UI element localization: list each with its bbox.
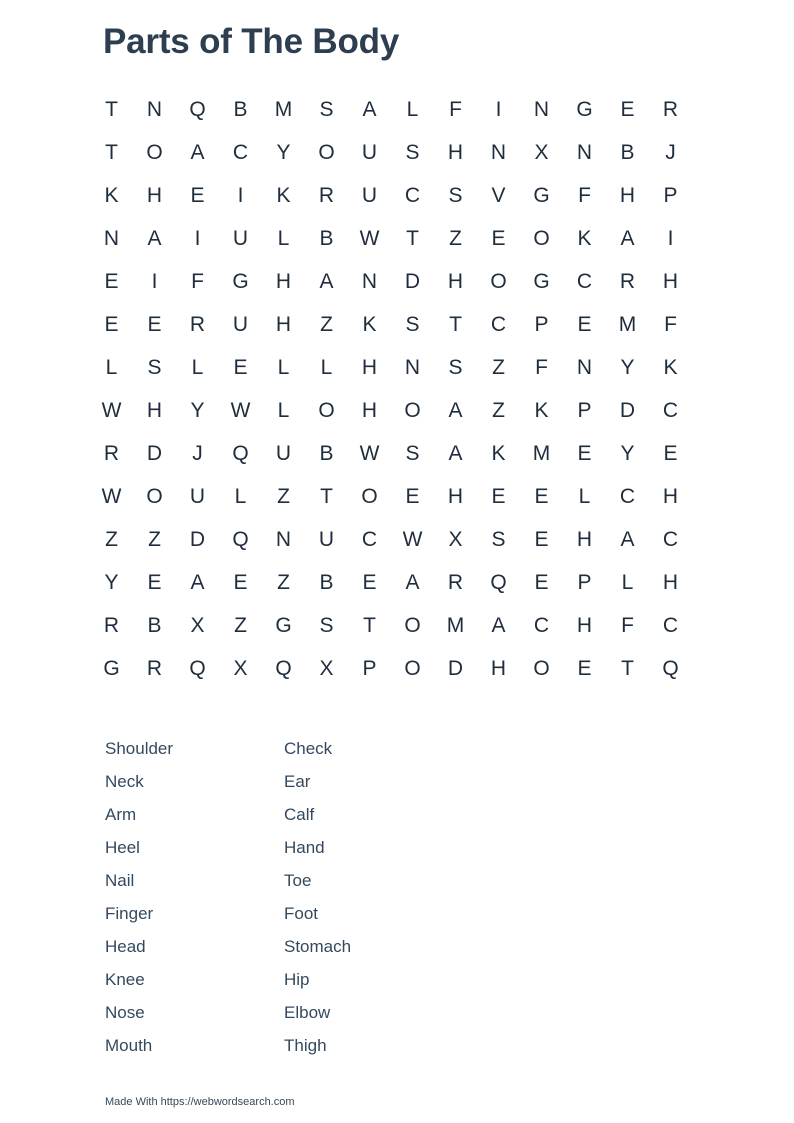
grid-cell: Y <box>190 399 205 422</box>
grid-cell: E <box>147 313 162 336</box>
grid-cell: T <box>363 614 376 637</box>
grid-cell: E <box>190 184 205 207</box>
grid-cell: K <box>104 184 119 207</box>
grid-cell: A <box>405 571 420 594</box>
grid-cell: Z <box>320 313 333 336</box>
grid-cell: G <box>103 657 120 680</box>
grid-cell: H <box>146 184 163 207</box>
word-list-item: Head <box>105 937 146 956</box>
grid-cell: F <box>535 356 548 379</box>
grid-cell: D <box>146 442 163 465</box>
grid-cell: N <box>576 356 593 379</box>
grid-cell: T <box>406 227 419 250</box>
grid-row <box>90 174 692 217</box>
footer-credit: Made With https://webwordsearch.com <box>105 1096 295 1108</box>
grid-cell: B <box>620 141 635 164</box>
grid-cell: E <box>663 442 678 465</box>
grid-cell: E <box>620 98 635 121</box>
grid-cell: R <box>318 184 335 207</box>
word-list-item: Neck <box>105 772 144 791</box>
grid-cell: B <box>319 227 334 250</box>
grid-cell: F <box>621 614 634 637</box>
grid-cell: Q <box>232 528 249 551</box>
grid-cell: G <box>533 270 550 293</box>
grid-cell: P <box>534 313 549 336</box>
grid-cell: T <box>105 141 118 164</box>
grid-cell: E <box>534 571 549 594</box>
grid-cell: T <box>449 313 462 336</box>
grid-cell: B <box>233 98 248 121</box>
word-list-column-2 <box>284 737 463 1067</box>
grid-cell: D <box>189 528 206 551</box>
grid-cell: F <box>578 184 591 207</box>
grid-cell: I <box>237 184 244 207</box>
grid-cell: A <box>448 442 463 465</box>
grid-row <box>90 217 692 260</box>
grid-cell: L <box>105 356 118 379</box>
grid-cell: W <box>359 442 380 465</box>
grid-cell: S <box>491 528 506 551</box>
grid-cell: G <box>232 270 249 293</box>
word-list-item: Nail <box>105 871 135 890</box>
grid-cell: E <box>491 227 506 250</box>
grid-cell: I <box>495 98 502 121</box>
grid-row <box>90 561 692 604</box>
grid-cell: C <box>662 528 679 551</box>
grid-cell: E <box>104 270 119 293</box>
grid-cell: W <box>101 399 122 422</box>
grid-cell: S <box>319 98 334 121</box>
grid-cell: K <box>491 442 506 465</box>
grid-cell: N <box>146 98 163 121</box>
grid-cell: B <box>147 614 162 637</box>
grid-cell: X <box>448 528 463 551</box>
word-list-item: Calf <box>284 805 315 824</box>
grid-cell: A <box>319 270 334 293</box>
grid-cell: C <box>662 399 679 422</box>
grid-cell: L <box>234 485 247 508</box>
grid-row <box>90 260 692 303</box>
grid-cell: W <box>402 528 423 551</box>
grid-cell: H <box>275 270 292 293</box>
grid-cell: W <box>230 399 251 422</box>
grid-cell: W <box>101 485 122 508</box>
grid-cell: U <box>232 313 249 336</box>
grid-cell: A <box>190 141 205 164</box>
grid-cell: C <box>232 141 249 164</box>
grid-cell: C <box>576 270 593 293</box>
grid-cell: O <box>361 485 378 508</box>
grid-cell: C <box>533 614 550 637</box>
grid-cell: O <box>533 227 550 250</box>
grid-cell: O <box>404 657 421 680</box>
grid-cell: L <box>621 571 634 594</box>
grid-cell: U <box>232 227 249 250</box>
grid-cell: E <box>491 485 506 508</box>
grid-cell: I <box>667 227 674 250</box>
grid-cell: H <box>447 485 464 508</box>
grid-cell: Z <box>234 614 247 637</box>
grid-cell: O <box>533 657 550 680</box>
grid-cell: Q <box>189 657 206 680</box>
grid-cell: U <box>318 528 335 551</box>
grid-cell: E <box>405 485 420 508</box>
grid-cell: Y <box>620 356 635 379</box>
grid-cell: B <box>319 571 334 594</box>
grid-cell: S <box>147 356 162 379</box>
grid-cell: R <box>619 270 636 293</box>
word-list-item: Nose <box>105 1003 145 1022</box>
grid-cell: L <box>277 356 290 379</box>
grid-cell: O <box>146 141 163 164</box>
word-list-item: Thigh <box>284 1036 327 1055</box>
grid-cell: L <box>578 485 591 508</box>
grid-cell: L <box>277 399 290 422</box>
grid-cell: N <box>361 270 378 293</box>
grid-cell: Y <box>620 442 635 465</box>
grid-cell: F <box>191 270 204 293</box>
word-list-item: Finger <box>105 904 154 923</box>
grid-cell: E <box>362 571 377 594</box>
grid-cell: H <box>576 614 593 637</box>
word-list <box>105 737 463 1067</box>
grid-cell: E <box>233 356 248 379</box>
grid-cell: E <box>577 657 592 680</box>
grid-cell: O <box>404 614 421 637</box>
grid-cell: L <box>277 227 290 250</box>
grid-cell: X <box>190 614 205 637</box>
grid-cell: L <box>406 98 419 121</box>
word-list-item: Ear <box>284 772 311 791</box>
grid-cell: S <box>448 356 463 379</box>
grid-cell: D <box>619 399 636 422</box>
grid-cell: C <box>490 313 507 336</box>
grid-cell: Q <box>662 657 679 680</box>
grid-cell: G <box>275 614 292 637</box>
grid-cell: K <box>276 184 291 207</box>
grid-cell: H <box>447 141 464 164</box>
grid-cell: Y <box>104 571 119 594</box>
grid-cell: V <box>491 184 506 207</box>
grid-cell: T <box>105 98 118 121</box>
word-list-item: Toe <box>284 871 312 890</box>
grid-cell: A <box>491 614 506 637</box>
grid-row <box>90 131 692 174</box>
word-list-item: Mouth <box>105 1036 153 1055</box>
grid-cell: K <box>534 399 549 422</box>
grid-cell: N <box>576 141 593 164</box>
grid-cell: Z <box>105 528 118 551</box>
grid-cell: F <box>449 98 462 121</box>
grid-row <box>90 88 692 131</box>
grid-cell: N <box>103 227 120 250</box>
grid-row <box>90 604 692 647</box>
grid-cell: W <box>359 227 380 250</box>
grid-cell: Y <box>276 141 291 164</box>
grid-cell: A <box>190 571 205 594</box>
letter-grid <box>90 88 692 690</box>
grid-cell: Q <box>490 571 507 594</box>
grid-cell: N <box>275 528 292 551</box>
grid-cell: O <box>146 485 163 508</box>
grid-cell: P <box>663 184 678 207</box>
grid-cell: M <box>274 98 293 121</box>
grid-cell: E <box>147 571 162 594</box>
grid-cell: H <box>662 485 679 508</box>
word-list-item: Arm <box>105 805 137 824</box>
grid-cell: E <box>534 528 549 551</box>
grid-cell: U <box>361 141 378 164</box>
grid-cell: Z <box>277 571 290 594</box>
grid-cell: B <box>319 442 334 465</box>
grid-cell: N <box>490 141 507 164</box>
grid-cell: Z <box>492 399 505 422</box>
grid-cell: R <box>103 442 120 465</box>
grid-cell: R <box>146 657 163 680</box>
grid-cell: H <box>490 657 507 680</box>
grid-cell: O <box>318 399 335 422</box>
word-list-item: Elbow <box>284 1003 331 1022</box>
grid-cell: M <box>618 313 637 336</box>
grid-cell: C <box>404 184 421 207</box>
grid-cell: X <box>233 657 248 680</box>
grid-cell: D <box>447 657 464 680</box>
grid-cell: Z <box>449 227 462 250</box>
grid-cell: H <box>275 313 292 336</box>
grid-row <box>90 518 692 561</box>
grid-cell: A <box>620 528 635 551</box>
grid-cell: I <box>151 270 158 293</box>
grid-cell: L <box>191 356 204 379</box>
grid-cell: A <box>448 399 463 422</box>
grid-cell: U <box>361 184 378 207</box>
grid-cell: H <box>361 356 378 379</box>
word-list-item: Hip <box>284 970 310 989</box>
grid-cell: J <box>192 442 203 465</box>
grid-cell: Q <box>232 442 249 465</box>
grid-row <box>90 303 692 346</box>
grid-cell: K <box>362 313 377 336</box>
grid-cell: U <box>275 442 292 465</box>
grid-cell: E <box>104 313 119 336</box>
grid-cell: P <box>577 571 592 594</box>
page-title: Parts of The Body <box>103 22 400 61</box>
grid-cell: P <box>362 657 377 680</box>
word-list-item: Check <box>284 739 333 758</box>
grid-cell: K <box>577 227 592 250</box>
grid-cell: X <box>319 657 334 680</box>
grid-cell: H <box>619 184 636 207</box>
grid-cell: M <box>446 614 465 637</box>
grid-cell: G <box>576 98 593 121</box>
grid-cell: L <box>320 356 333 379</box>
grid-cell: G <box>533 184 550 207</box>
grid-cell: E <box>577 313 592 336</box>
grid-cell: S <box>319 614 334 637</box>
grid-cell: H <box>576 528 593 551</box>
grid-cell: R <box>447 571 464 594</box>
grid-cell: X <box>534 141 549 164</box>
grid-cell: T <box>320 485 333 508</box>
grid-cell: R <box>189 313 206 336</box>
grid-cell: T <box>621 657 634 680</box>
grid-cell: C <box>619 485 636 508</box>
grid-cell: C <box>361 528 378 551</box>
grid-cell: A <box>147 227 162 250</box>
grid-cell: H <box>662 270 679 293</box>
grid-row <box>90 475 692 518</box>
grid-cell: H <box>361 399 378 422</box>
grid-cell: E <box>534 485 549 508</box>
grid-cell: H <box>447 270 464 293</box>
grid-cell: Z <box>492 356 505 379</box>
grid-cell: O <box>404 399 421 422</box>
word-list-item: Shoulder <box>105 739 174 758</box>
grid-cell: S <box>405 442 420 465</box>
grid-cell: Z <box>277 485 290 508</box>
grid-cell: O <box>318 141 335 164</box>
grid-cell: Q <box>189 98 206 121</box>
grid-cell: F <box>664 313 677 336</box>
grid-cell: E <box>233 571 248 594</box>
word-list-item: Heel <box>105 838 140 857</box>
grid-cell: P <box>577 399 592 422</box>
grid-cell: N <box>404 356 421 379</box>
grid-row <box>90 346 692 389</box>
grid-cell: C <box>662 614 679 637</box>
grid-cell: N <box>533 98 550 121</box>
grid-cell: A <box>362 98 377 121</box>
grid-cell: K <box>663 356 678 379</box>
grid-cell: Z <box>148 528 161 551</box>
grid-cell: S <box>405 141 420 164</box>
grid-cell: R <box>662 98 679 121</box>
grid-cell: H <box>662 571 679 594</box>
grid-cell: O <box>490 270 507 293</box>
grid-cell: R <box>103 614 120 637</box>
grid-cell: M <box>532 442 551 465</box>
grid-row <box>90 389 692 432</box>
grid-cell: S <box>405 313 420 336</box>
grid-row <box>90 647 692 690</box>
grid-cell: S <box>448 184 463 207</box>
grid-row <box>90 432 692 475</box>
word-list-item: Hand <box>284 838 325 857</box>
grid-cell: J <box>665 141 676 164</box>
grid-cell: Q <box>275 657 292 680</box>
grid-cell: I <box>194 227 201 250</box>
word-list-item: Foot <box>284 904 319 923</box>
word-list-item: Stomach <box>284 937 352 956</box>
word-list-column-1 <box>105 737 284 1067</box>
grid-cell: D <box>404 270 421 293</box>
grid-cell: E <box>577 442 592 465</box>
word-list-item: Knee <box>105 970 145 989</box>
grid-cell: U <box>189 485 206 508</box>
grid-cell: H <box>146 399 163 422</box>
grid-cell: A <box>620 227 635 250</box>
